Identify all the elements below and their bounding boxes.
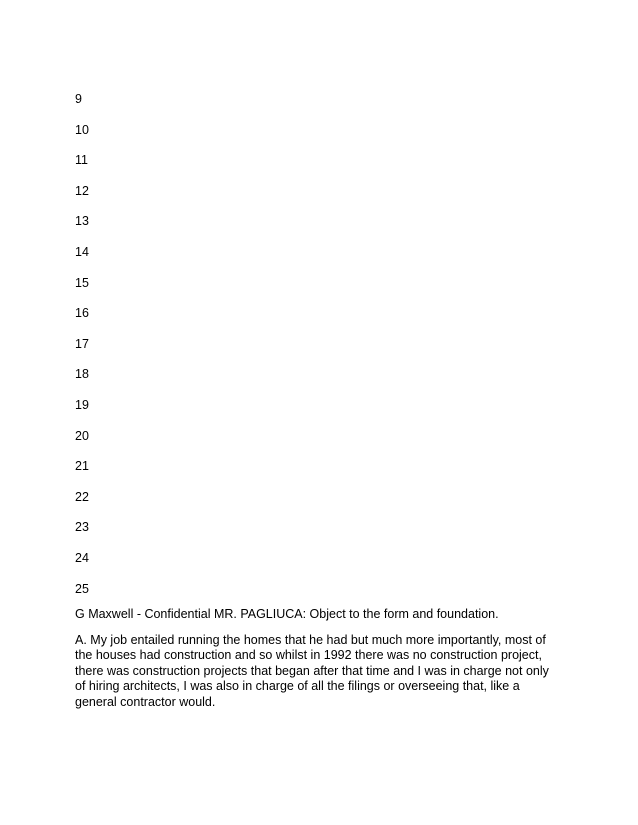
line-number: 19 — [75, 397, 89, 412]
line-number: 25 — [75, 581, 89, 596]
line-number: 18 — [75, 367, 89, 382]
transcript-text-block — [75, 607, 555, 710]
line-number-column — [75, 91, 89, 611]
line-number: 17 — [75, 336, 89, 351]
line-number: 10 — [75, 122, 89, 137]
line-number: 22 — [75, 489, 89, 504]
line-number: 20 — [75, 428, 89, 443]
line-number: 9 — [75, 92, 82, 106]
line-number: 15 — [75, 275, 89, 290]
line-number: 16 — [75, 306, 89, 321]
line-number: 12 — [75, 183, 89, 198]
answer-paragraph: A. My job entailed running the homes that he had but much more importantly, most of the houses had construction and so whilst in 1992 there was no construction project, there was construction projects that began after that time and I was in charge not only of hiring architects, I was also in charge of all the filings or overseeing that, like a general contractor would. — [75, 632, 549, 709]
line-number: 13 — [75, 214, 89, 229]
line-number: 23 — [75, 520, 89, 535]
line-number: 21 — [75, 459, 89, 474]
line-number: 14 — [75, 244, 89, 259]
line-number: 24 — [75, 550, 89, 565]
line-number: 11 — [75, 153, 88, 168]
confidential-header-line: G Maxwell - Confidential MR. PAGLIUCA: Object to the form and foundation. — [75, 607, 499, 621]
